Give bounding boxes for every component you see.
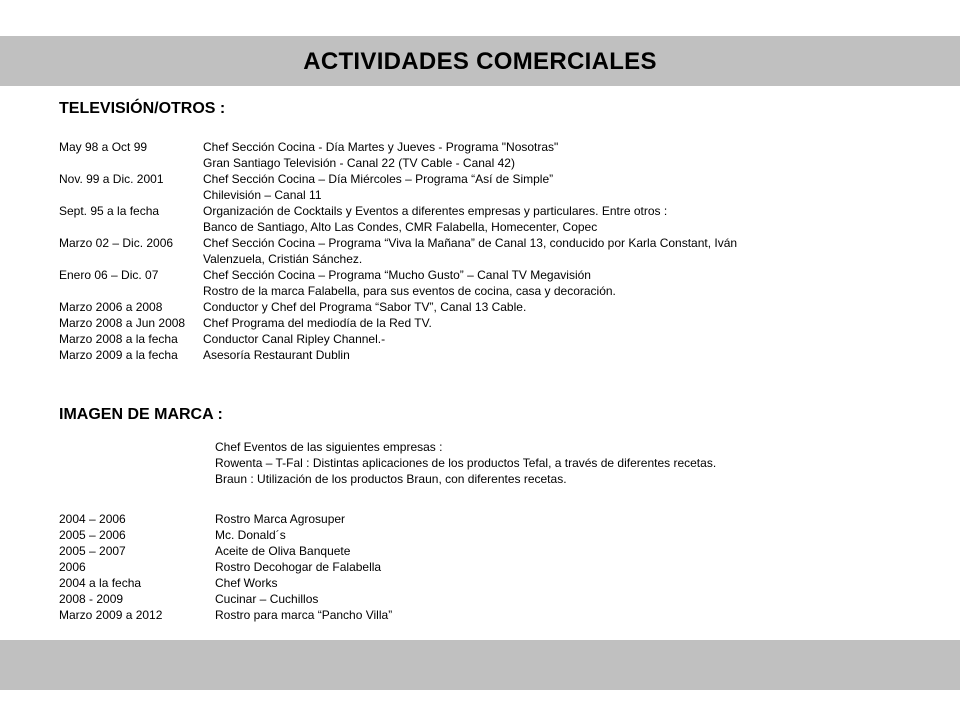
list-item bbox=[59, 171, 737, 187]
list-item bbox=[59, 331, 737, 347]
activity-date bbox=[59, 219, 203, 235]
activity-description: Gran Santiago Televisión - Canal 22 (TV Cable - Canal 42) bbox=[203, 156, 515, 170]
tv-activity-list bbox=[59, 139, 737, 363]
list-item bbox=[59, 283, 737, 299]
brand-section-heading: IMAGEN DE MARCA : bbox=[59, 406, 223, 423]
tv-section-heading: TELEVISIÓN/OTROS : bbox=[59, 100, 226, 117]
brand-description: Mc. Donald´s bbox=[215, 528, 286, 542]
list-item bbox=[59, 347, 737, 363]
activity-date bbox=[59, 251, 203, 267]
list-item bbox=[59, 139, 737, 155]
brand-intro-line: Chef Eventos de las siguientes empresas : bbox=[215, 440, 443, 454]
brand-description: Cucinar – Cuchillos bbox=[215, 592, 319, 606]
activity-date bbox=[59, 155, 203, 171]
brand-activity-list bbox=[59, 511, 392, 623]
page-title: ACTIVIDADES COMERCIALES bbox=[303, 48, 657, 75]
list-item bbox=[59, 203, 737, 219]
activity-description: Chef Programa del mediodía de la Red TV. bbox=[203, 316, 432, 330]
activity-description: Chef Sección Cocina - Día Martes y Jueves - Programa "Nosotras" bbox=[203, 140, 559, 154]
activity-date: Marzo 2008 a Jun 2008 bbox=[59, 316, 186, 330]
list-item bbox=[59, 315, 737, 331]
activity-description: Chef Sección Cocina – Programa “Mucho Gusto” – Canal TV Megavisión bbox=[203, 268, 591, 282]
activity-date: Marzo 2006 a 2008 bbox=[59, 300, 163, 314]
title-band bbox=[0, 36, 960, 86]
brand-date: 2004 a la fecha bbox=[59, 576, 142, 590]
brand-date: 2006 bbox=[59, 560, 86, 574]
activity-date: Sept. 95 a la fecha bbox=[59, 204, 160, 218]
list-item bbox=[59, 527, 392, 543]
activity-date: Enero 06 – Dic. 07 bbox=[59, 268, 159, 282]
activity-date bbox=[59, 283, 203, 299]
list-item bbox=[59, 155, 737, 171]
list-item bbox=[59, 559, 392, 575]
brand-description: Aceite de Oliva Banquete bbox=[215, 544, 351, 558]
brand-date: 2004 – 2006 bbox=[59, 512, 126, 526]
activity-description: Chef Sección Cocina – Programa “Viva la Mañana” de Canal 13, conducido por Karla Constant, Iván bbox=[203, 236, 738, 250]
brand-intro-line: Braun : Utilización de los productos Braun, con diferentes recetas. bbox=[215, 472, 567, 486]
list-item bbox=[59, 607, 392, 623]
activity-date: Marzo 2009 a la fecha bbox=[59, 348, 178, 362]
brand-date: 2005 – 2007 bbox=[59, 544, 126, 558]
activity-description: Rostro de la marca Falabella, para sus eventos de cocina, casa y decoración. bbox=[203, 284, 616, 298]
footer-band bbox=[0, 640, 960, 690]
activity-date bbox=[59, 187, 203, 203]
brand-description: Chef Works bbox=[215, 576, 278, 590]
activity-description: Conductor y Chef del Programa “Sabor TV”, Canal 13 Cable. bbox=[203, 300, 527, 314]
activity-description: Chef Sección Cocina – Día Miércoles – Programa “Así de Simple” bbox=[203, 172, 554, 186]
activity-date: Marzo 02 – Dic. 2006 bbox=[59, 236, 174, 250]
list-item bbox=[59, 251, 737, 267]
brand-date: Marzo 2009 a 2012 bbox=[59, 608, 163, 622]
brand-description: Rostro para marca “Pancho Villa” bbox=[215, 608, 393, 622]
brand-date: 2008 - 2009 bbox=[59, 592, 124, 606]
list-item bbox=[59, 235, 737, 251]
list-item bbox=[59, 187, 737, 203]
brand-description: Rostro Marca Agrosuper bbox=[215, 512, 346, 526]
list-item bbox=[59, 591, 392, 607]
brand-description: Rostro Decohogar de Falabella bbox=[215, 560, 382, 574]
list-item bbox=[59, 299, 737, 315]
activity-description: Asesoría Restaurant Dublin bbox=[203, 348, 350, 362]
list-item bbox=[59, 543, 392, 559]
activity-date: Nov. 99 a Dic. 2001 bbox=[59, 172, 164, 186]
brand-date: 2005 – 2006 bbox=[59, 528, 126, 542]
brand-intro-line: Rowenta – T-Fal : Distintas aplicaciones de los productos Tefal, a través de diferentes recetas. bbox=[215, 456, 717, 470]
activity-date: Marzo 2008 a la fecha bbox=[59, 332, 178, 346]
activity-description: Conductor Canal Ripley Channel.- bbox=[203, 332, 386, 346]
activity-description: Organización de Cocktails y Eventos a diferentes empresas y particulares. Entre otros : bbox=[203, 204, 668, 218]
list-item bbox=[59, 575, 392, 591]
list-item bbox=[59, 219, 737, 235]
activity-date: May 98 a Oct 99 bbox=[59, 140, 148, 154]
activity-description: Valenzuela, Cristián Sánchez. bbox=[203, 252, 363, 266]
list-item bbox=[59, 267, 737, 283]
activity-description: Chilevisión – Canal 11 bbox=[203, 188, 322, 202]
list-item bbox=[59, 511, 392, 527]
activity-description: Banco de Santiago, Alto Las Condes, CMR Falabella, Homecenter, Copec bbox=[203, 220, 598, 234]
brand-intro bbox=[215, 439, 716, 487]
